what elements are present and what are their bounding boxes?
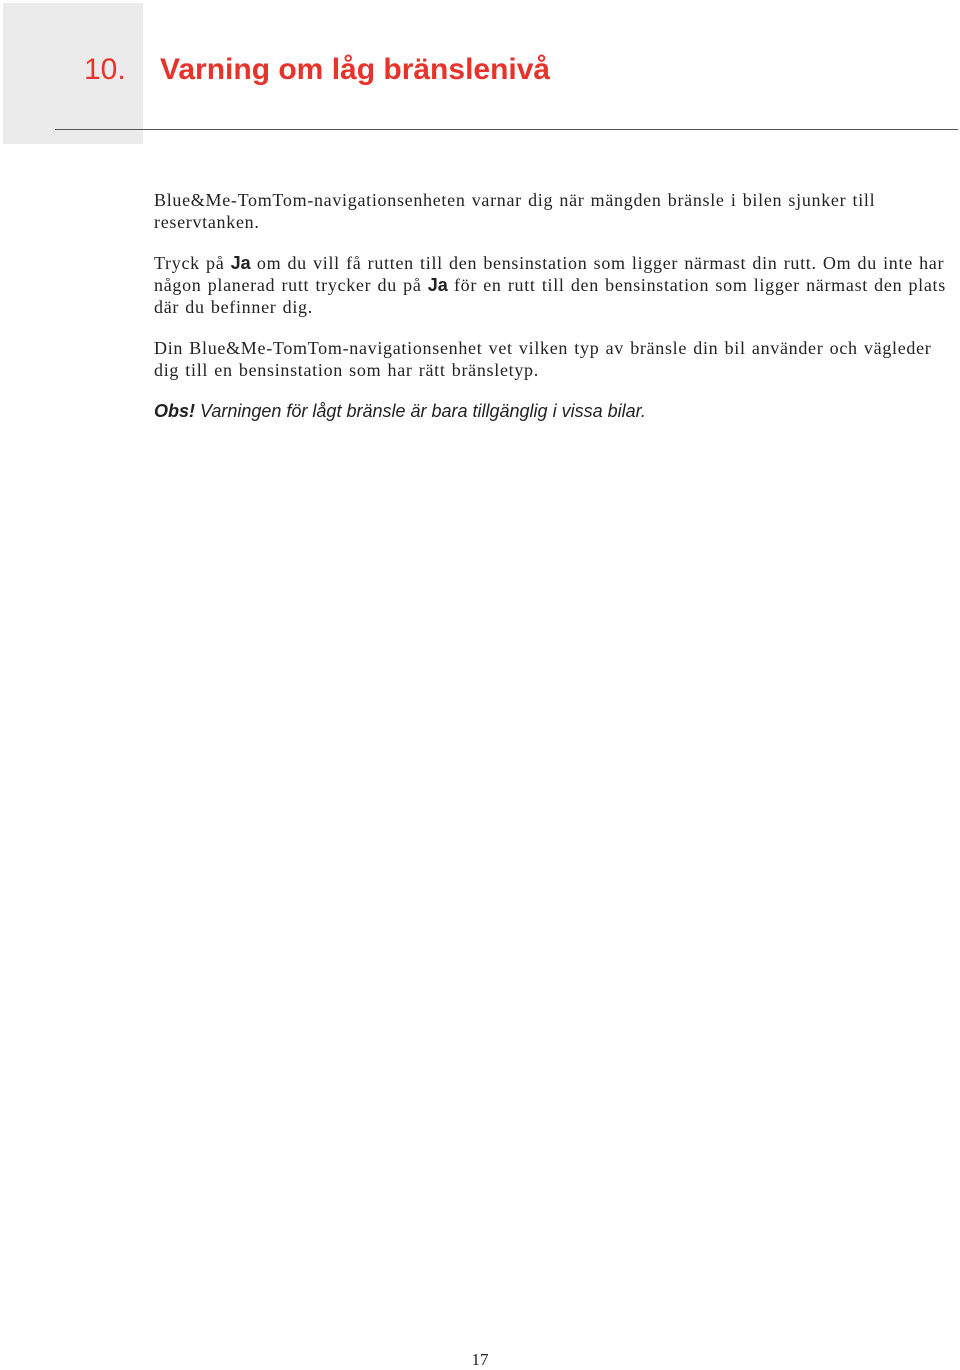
chapter-content [154,189,954,441]
ui-term-ja: Ja [230,253,251,273]
paragraph-fuel-type-text: Din Blue&Me-TomTom-navigationsenhet vet vilken typ av bränsle din bil använder och vägleder dig till en bensinstation som har rätt bränsletyp. [154,338,932,380]
note-text: Varningen för lågt bränsle är bara tillgänglig i vissa bilar. [195,401,646,421]
note-label: Obs! [154,401,196,421]
instructions-text-1: Tryck på [154,253,231,273]
paragraph-instructions [154,252,954,318]
chapter-title: Varning om låg bränslenivå [160,53,551,86]
paragraph-intro-text: Blue&Me-TomTom-navigationsenheten varnar dig när mängden bränsle i bilen sjunker till reservtanken. [154,190,876,232]
paragraph-intro [154,189,954,233]
paragraph-fuel-type [154,337,954,381]
title-divider [55,129,958,130]
ui-term-ja: Ja [427,275,448,295]
note [154,400,954,422]
instructions-text-2: om du vill få rutten till den bensinstation som ligger närmast din rutt. Om du inte har någon planerad rutt trycker du på [154,253,945,295]
page-number: 17 [471,1350,489,1369]
instructions-text-3: för en rutt till den bensinstation som ligger närmast den plats där du befinner dig. [154,275,946,317]
chapter-number: 10. [84,53,126,86]
